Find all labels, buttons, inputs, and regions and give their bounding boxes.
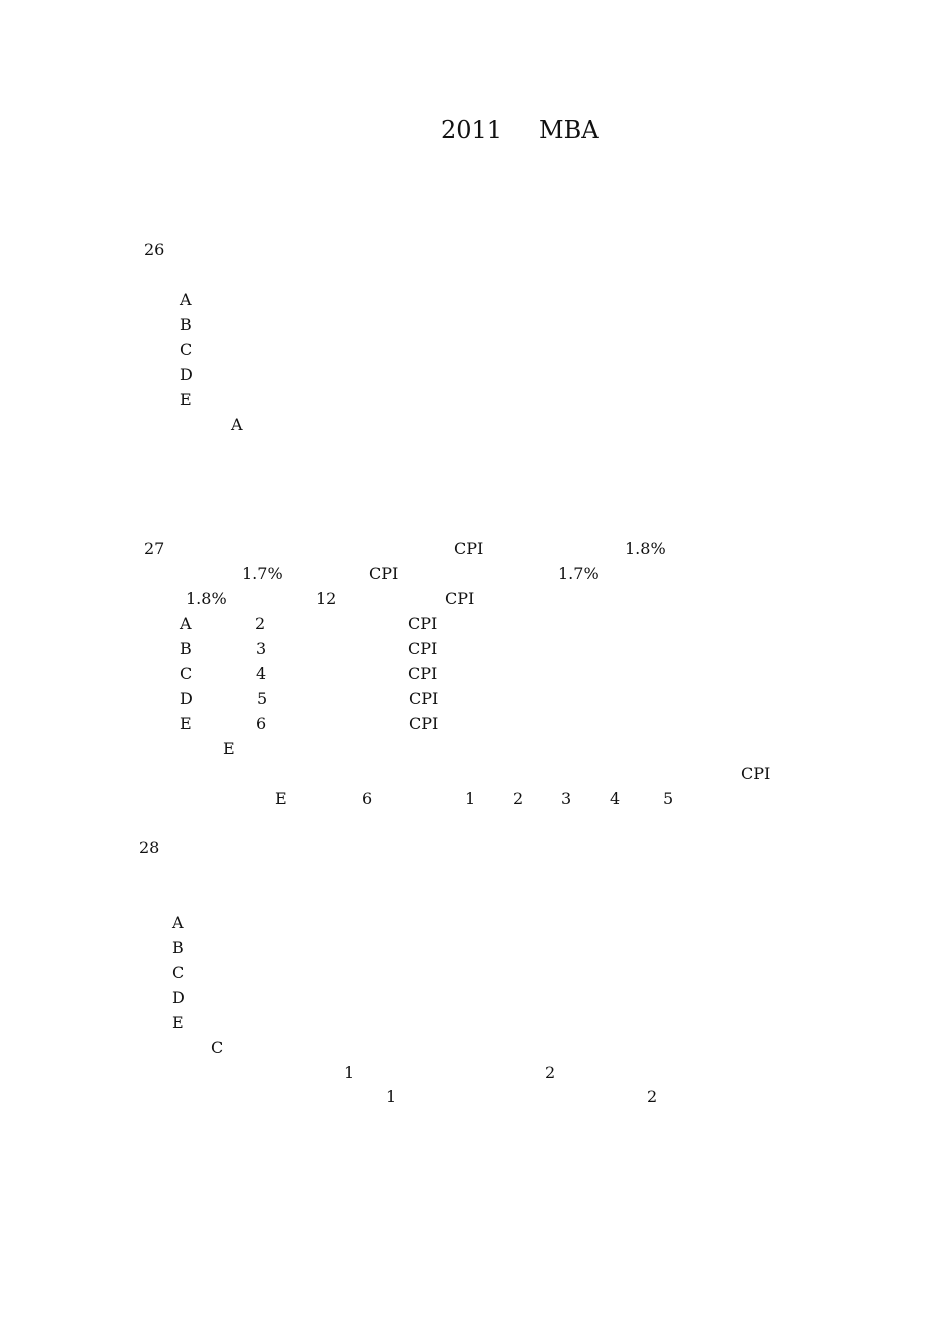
q27-explanation-token: 6 [362, 789, 373, 808]
q27-option-d-value: 5 [257, 689, 268, 708]
q28-explanation-token: 1 [386, 1087, 397, 1106]
q27-option-b-term: CPI [408, 639, 438, 658]
q28-explanation-token: 1 [344, 1063, 355, 1082]
q28-option-a: A [172, 913, 184, 932]
q27-stem-rate: 1.7% [242, 564, 283, 583]
q27-answer: E [223, 739, 235, 758]
q27-explanation-token: E [275, 789, 287, 808]
q28-explanation-token: 2 [545, 1063, 556, 1082]
q28-explanation-token: 2 [647, 1087, 658, 1106]
q27-explanation-token: 2 [513, 789, 524, 808]
q27-option-d: D [180, 689, 193, 708]
q27-option-a-term: CPI [408, 614, 438, 633]
q26-option-e: E [180, 390, 192, 409]
title-year: 2011 [441, 116, 503, 144]
q26-option-c: C [180, 340, 193, 359]
q27-option-e-value: 6 [256, 714, 267, 733]
q28-answer: C [211, 1038, 224, 1057]
q27-option-c-term: CPI [408, 664, 438, 683]
q27-explanation-token: 5 [663, 789, 674, 808]
q27-explanation-token: 3 [561, 789, 572, 808]
q27-number: 27 [144, 539, 165, 558]
q27-option-a-value: 2 [255, 614, 266, 633]
q27-option-e-term: CPI [409, 714, 439, 733]
q27-option-c-value: 4 [256, 664, 267, 683]
q28-option-c: C [172, 963, 185, 982]
q27-stem-cpi: CPI [454, 539, 484, 558]
q27-explanation-token: 1 [465, 789, 476, 808]
q27-stem-rate: 1.8% [186, 589, 227, 608]
q27-option-c: C [180, 664, 193, 683]
q27-stem-rate: 1.7% [558, 564, 599, 583]
q28-number: 28 [139, 838, 160, 857]
q27-option-a: A [180, 614, 192, 633]
q26-answer: A [231, 415, 243, 434]
q26-option-d: D [180, 365, 193, 384]
q27-stem-months: 12 [316, 589, 337, 608]
q28-option-d: D [172, 988, 185, 1007]
q27-stem-cpi: CPI [445, 589, 475, 608]
q26-number: 26 [144, 240, 165, 259]
q27-option-e: E [180, 714, 192, 733]
q26-option-b: B [180, 315, 192, 334]
q27-explanation-cpi: CPI [741, 764, 771, 783]
q27-option-d-term: CPI [409, 689, 439, 708]
title-program: MBA [539, 116, 599, 144]
q28-option-b: B [172, 938, 184, 957]
q27-stem-cpi: CPI [369, 564, 399, 583]
q27-explanation-token: 4 [610, 789, 621, 808]
q26-option-a: A [180, 290, 192, 309]
q27-option-b: B [180, 639, 192, 658]
q28-option-e: E [172, 1013, 184, 1032]
q27-stem-rate: 1.8% [625, 539, 666, 558]
q27-option-b-value: 3 [256, 639, 267, 658]
